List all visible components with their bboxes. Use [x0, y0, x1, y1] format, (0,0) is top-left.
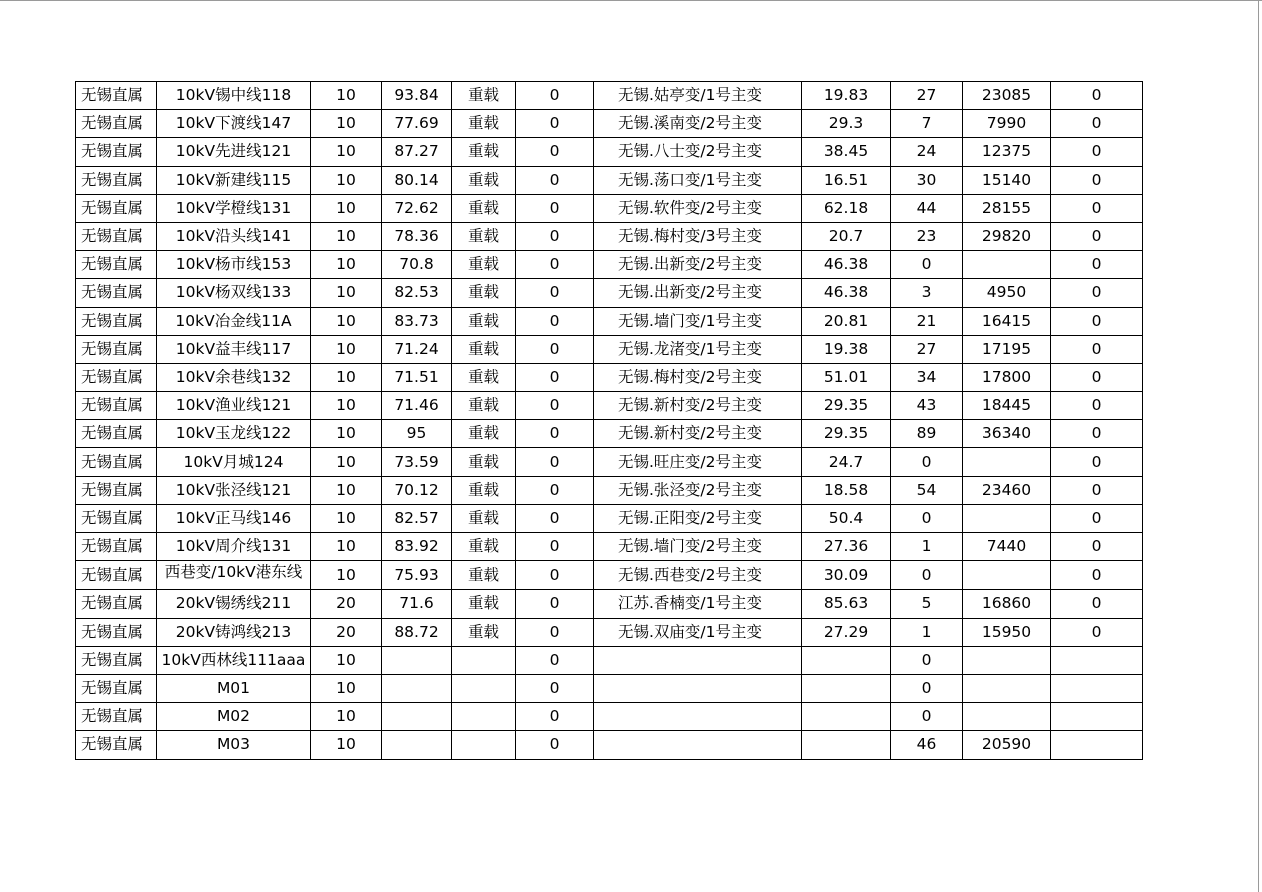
transformer-cell: 无锡.梅村变/3号主变 [594, 222, 802, 250]
transformer-load-cell: 85.63 [802, 590, 891, 618]
voltage-cell: 10 [311, 110, 382, 138]
capacity-cell [963, 448, 1051, 476]
users-cell: 54 [891, 476, 963, 504]
status-cell: 重载 [452, 533, 516, 561]
line-name-cell: 10kV正马线146 [157, 504, 311, 532]
table-row [76, 307, 1143, 335]
line-name-cell: M01 [157, 674, 311, 702]
line-name-cell: 10kV玉龙线122 [157, 420, 311, 448]
load-rate-cell: 75.93 [382, 561, 452, 590]
extra-cell: 0 [1051, 82, 1143, 110]
transformer-load-cell: 24.7 [802, 448, 891, 476]
table-row [76, 590, 1143, 618]
count-cell: 0 [516, 731, 594, 759]
status-cell: 重载 [452, 448, 516, 476]
line-name-cell: 20kV铸鸿线213 [157, 618, 311, 646]
capacity-cell [963, 703, 1051, 731]
capacity-cell: 16415 [963, 307, 1051, 335]
capacity-cell: 36340 [963, 420, 1051, 448]
transformer-cell [594, 646, 802, 674]
transformer-cell: 无锡.新村变/2号主变 [594, 392, 802, 420]
status-cell: 重载 [452, 166, 516, 194]
status-cell [452, 646, 516, 674]
region-cell: 无锡直属 [76, 618, 157, 646]
line-name-cell: 10kV沿头线141 [157, 222, 311, 250]
table-row [76, 335, 1143, 363]
load-rate-cell: 77.69 [382, 110, 452, 138]
users-cell: 0 [891, 646, 963, 674]
capacity-cell: 17800 [963, 363, 1051, 391]
capacity-cell [963, 251, 1051, 279]
voltage-cell: 20 [311, 618, 382, 646]
extra-cell: 0 [1051, 194, 1143, 222]
table-row [76, 674, 1143, 702]
voltage-cell: 20 [311, 590, 382, 618]
region-cell: 无锡直属 [76, 251, 157, 279]
voltage-cell: 10 [311, 363, 382, 391]
users-cell: 46 [891, 731, 963, 759]
status-cell: 重载 [452, 561, 516, 590]
line-name-cell: 10kV月城124 [157, 448, 311, 476]
capacity-cell: 29820 [963, 222, 1051, 250]
transformer-cell: 无锡.出新变/2号主变 [594, 279, 802, 307]
status-cell [452, 703, 516, 731]
region-cell: 无锡直属 [76, 561, 157, 590]
page-top-border [0, 0, 1262, 1]
users-cell: 0 [891, 703, 963, 731]
table-row [76, 703, 1143, 731]
extra-cell: 0 [1051, 110, 1143, 138]
extra-cell: 0 [1051, 476, 1143, 504]
status-cell: 重载 [452, 504, 516, 532]
table-row [76, 533, 1143, 561]
count-cell: 0 [516, 279, 594, 307]
count-cell: 0 [516, 222, 594, 250]
table-row [76, 504, 1143, 532]
users-cell: 44 [891, 194, 963, 222]
voltage-cell: 10 [311, 533, 382, 561]
region-cell: 无锡直属 [76, 335, 157, 363]
table-row [76, 448, 1143, 476]
region-cell: 无锡直属 [76, 307, 157, 335]
transformer-cell: 无锡.龙渚变/1号主变 [594, 335, 802, 363]
load-rate-cell: 88.72 [382, 618, 452, 646]
status-cell: 重载 [452, 363, 516, 391]
transformer-load-cell [802, 703, 891, 731]
extra-cell [1051, 646, 1143, 674]
status-cell: 重载 [452, 476, 516, 504]
users-cell: 27 [891, 82, 963, 110]
users-cell: 3 [891, 279, 963, 307]
transformer-cell: 无锡.西巷变/2号主变 [594, 561, 802, 590]
load-rate-cell [382, 674, 452, 702]
table-body [76, 82, 1143, 760]
capacity-cell [963, 674, 1051, 702]
voltage-cell: 10 [311, 420, 382, 448]
table-row [76, 731, 1143, 759]
voltage-cell: 10 [311, 222, 382, 250]
region-cell: 无锡直属 [76, 110, 157, 138]
users-cell: 23 [891, 222, 963, 250]
transformer-cell: 无锡.墙门变/1号主变 [594, 307, 802, 335]
transformer-cell: 无锡.正阳变/2号主变 [594, 504, 802, 532]
region-cell: 无锡直属 [76, 646, 157, 674]
table-row [76, 222, 1143, 250]
line-name-cell: 10kV先进线121 [157, 138, 311, 166]
status-cell: 重载 [452, 82, 516, 110]
transformer-load-cell: 38.45 [802, 138, 891, 166]
transformer-cell: 无锡.溪南变/2号主变 [594, 110, 802, 138]
count-cell: 0 [516, 251, 594, 279]
load-rate-cell: 87.27 [382, 138, 452, 166]
extra-cell: 0 [1051, 618, 1143, 646]
table-row [76, 110, 1143, 138]
count-cell: 0 [516, 363, 594, 391]
status-cell: 重载 [452, 222, 516, 250]
capacity-cell: 4950 [963, 279, 1051, 307]
load-rate-cell: 78.36 [382, 222, 452, 250]
load-rate-cell: 80.14 [382, 166, 452, 194]
users-cell: 0 [891, 561, 963, 590]
load-rate-cell: 95 [382, 420, 452, 448]
region-cell: 无锡直属 [76, 420, 157, 448]
load-rate-cell: 83.73 [382, 307, 452, 335]
count-cell: 0 [516, 194, 594, 222]
transformer-cell: 无锡.张泾变/2号主变 [594, 476, 802, 504]
status-cell: 重载 [452, 392, 516, 420]
status-cell: 重载 [452, 307, 516, 335]
capacity-cell: 16860 [963, 590, 1051, 618]
count-cell: 0 [516, 504, 594, 532]
transformer-load-cell: 19.38 [802, 335, 891, 363]
extra-cell: 0 [1051, 363, 1143, 391]
transformer-load-cell: 62.18 [802, 194, 891, 222]
users-cell: 1 [891, 618, 963, 646]
load-rate-cell: 71.46 [382, 392, 452, 420]
status-cell [452, 731, 516, 759]
capacity-cell: 20590 [963, 731, 1051, 759]
count-cell: 0 [516, 703, 594, 731]
count-cell: 0 [516, 138, 594, 166]
region-cell: 无锡直属 [76, 82, 157, 110]
count-cell: 0 [516, 674, 594, 702]
voltage-cell: 10 [311, 82, 382, 110]
load-rate-cell [382, 703, 452, 731]
extra-cell [1051, 703, 1143, 731]
voltage-cell: 10 [311, 138, 382, 166]
load-rate-cell: 82.57 [382, 504, 452, 532]
count-cell: 0 [516, 561, 594, 590]
capacity-cell: 12375 [963, 138, 1051, 166]
capacity-cell: 17195 [963, 335, 1051, 363]
count-cell: 0 [516, 307, 594, 335]
transformer-cell: 无锡.旺庄变/2号主变 [594, 448, 802, 476]
load-rate-cell: 72.62 [382, 194, 452, 222]
extra-cell: 0 [1051, 561, 1143, 590]
status-cell: 重载 [452, 138, 516, 166]
load-rate-cell: 70.8 [382, 251, 452, 279]
voltage-cell: 10 [311, 731, 382, 759]
line-name-cell: 10kV新建线115 [157, 166, 311, 194]
line-name-cell: 10kV西林线111aaa [157, 646, 311, 674]
table-row [76, 392, 1143, 420]
line-name-cell: 10kV张泾线121 [157, 476, 311, 504]
load-rate-cell [382, 731, 452, 759]
region-cell: 无锡直属 [76, 392, 157, 420]
region-cell: 无锡直属 [76, 222, 157, 250]
count-cell: 0 [516, 618, 594, 646]
line-name-cell: 西巷变/10kV港东线 [157, 561, 311, 590]
page-right-border [1258, 0, 1259, 892]
transformer-load-cell: 27.29 [802, 618, 891, 646]
line-name-cell: M02 [157, 703, 311, 731]
transformer-cell: 无锡.梅村变/2号主变 [594, 363, 802, 391]
users-cell: 43 [891, 392, 963, 420]
users-cell: 7 [891, 110, 963, 138]
extra-cell: 0 [1051, 504, 1143, 532]
load-rate-cell: 82.53 [382, 279, 452, 307]
transformer-load-cell: 46.38 [802, 279, 891, 307]
line-name-cell: 10kV冶金线11A [157, 307, 311, 335]
transformer-cell: 无锡.墙门变/2号主变 [594, 533, 802, 561]
capacity-cell: 23460 [963, 476, 1051, 504]
capacity-cell: 28155 [963, 194, 1051, 222]
capacity-cell: 7990 [963, 110, 1051, 138]
table-row [76, 166, 1143, 194]
region-cell: 无锡直属 [76, 504, 157, 532]
transformer-load-cell: 19.83 [802, 82, 891, 110]
line-name-cell: 10kV余巷线132 [157, 363, 311, 391]
data-table [75, 81, 1143, 760]
extra-cell: 0 [1051, 590, 1143, 618]
users-cell: 0 [891, 448, 963, 476]
region-cell: 无锡直属 [76, 533, 157, 561]
transformer-load-cell [802, 731, 891, 759]
count-cell: 0 [516, 476, 594, 504]
line-name-cell: 10kV锡中线118 [157, 82, 311, 110]
voltage-cell: 10 [311, 335, 382, 363]
extra-cell: 0 [1051, 279, 1143, 307]
extra-cell: 0 [1051, 251, 1143, 279]
status-cell: 重载 [452, 420, 516, 448]
capacity-cell: 23085 [963, 82, 1051, 110]
transformer-cell: 无锡.荡口变/1号主变 [594, 166, 802, 194]
region-cell: 无锡直属 [76, 194, 157, 222]
line-name-cell: 10kV周介线131 [157, 533, 311, 561]
users-cell: 5 [891, 590, 963, 618]
count-cell: 0 [516, 646, 594, 674]
count-cell: 0 [516, 82, 594, 110]
users-cell: 27 [891, 335, 963, 363]
load-rate-cell: 71.24 [382, 335, 452, 363]
transformer-cell: 江苏.香楠变/1号主变 [594, 590, 802, 618]
voltage-cell: 10 [311, 279, 382, 307]
table-row [76, 618, 1143, 646]
line-name-cell: 10kV杨市线153 [157, 251, 311, 279]
transformer-cell: 无锡.八士变/2号主变 [594, 138, 802, 166]
table-row [76, 476, 1143, 504]
status-cell: 重载 [452, 590, 516, 618]
capacity-cell: 15950 [963, 618, 1051, 646]
table-row [76, 251, 1143, 279]
table-row [76, 194, 1143, 222]
table-row [76, 138, 1143, 166]
load-rate-cell: 83.92 [382, 533, 452, 561]
region-cell: 无锡直属 [76, 731, 157, 759]
load-rate-cell: 73.59 [382, 448, 452, 476]
table-row [76, 363, 1143, 391]
table-row [76, 420, 1143, 448]
region-cell: 无锡直属 [76, 703, 157, 731]
users-cell: 0 [891, 674, 963, 702]
voltage-cell: 10 [311, 448, 382, 476]
region-cell: 无锡直属 [76, 166, 157, 194]
extra-cell [1051, 731, 1143, 759]
capacity-cell [963, 504, 1051, 532]
transformer-load-cell: 20.81 [802, 307, 891, 335]
status-cell: 重载 [452, 618, 516, 646]
voltage-cell: 10 [311, 392, 382, 420]
users-cell: 0 [891, 504, 963, 532]
line-name-cell: 20kV锡绣线211 [157, 590, 311, 618]
transformer-load-cell: 16.51 [802, 166, 891, 194]
transformer-cell [594, 703, 802, 731]
extra-cell: 0 [1051, 448, 1143, 476]
load-rate-cell: 71.6 [382, 590, 452, 618]
transformer-load-cell: 20.7 [802, 222, 891, 250]
transformer-cell: 无锡.双庙变/1号主变 [594, 618, 802, 646]
table-row [76, 561, 1143, 590]
voltage-cell: 10 [311, 307, 382, 335]
extra-cell [1051, 674, 1143, 702]
transformer-cell: 无锡.出新变/2号主变 [594, 251, 802, 279]
voltage-cell: 10 [311, 703, 382, 731]
transformer-cell: 无锡.新村变/2号主变 [594, 420, 802, 448]
status-cell: 重载 [452, 110, 516, 138]
extra-cell: 0 [1051, 166, 1143, 194]
count-cell: 0 [516, 335, 594, 363]
users-cell: 24 [891, 138, 963, 166]
transformer-load-cell: 27.36 [802, 533, 891, 561]
transformer-load-cell [802, 674, 891, 702]
capacity-cell [963, 561, 1051, 590]
region-cell: 无锡直属 [76, 279, 157, 307]
users-cell: 21 [891, 307, 963, 335]
transformer-load-cell: 18.58 [802, 476, 891, 504]
transformer-load-cell: 29.35 [802, 392, 891, 420]
transformer-cell [594, 674, 802, 702]
capacity-cell [963, 646, 1051, 674]
status-cell: 重载 [452, 279, 516, 307]
count-cell: 0 [516, 590, 594, 618]
table-row [76, 82, 1143, 110]
count-cell: 0 [516, 448, 594, 476]
capacity-cell: 7440 [963, 533, 1051, 561]
table-row [76, 279, 1143, 307]
voltage-cell: 10 [311, 561, 382, 590]
users-cell: 34 [891, 363, 963, 391]
count-cell: 0 [516, 392, 594, 420]
voltage-cell: 10 [311, 194, 382, 222]
transformer-cell: 无锡.姑亭变/1号主变 [594, 82, 802, 110]
users-cell: 89 [891, 420, 963, 448]
capacity-cell: 18445 [963, 392, 1051, 420]
transformer-load-cell [802, 646, 891, 674]
users-cell: 1 [891, 533, 963, 561]
region-cell: 无锡直属 [76, 590, 157, 618]
extra-cell: 0 [1051, 307, 1143, 335]
extra-cell: 0 [1051, 392, 1143, 420]
line-name-cell: 10kV益丰线117 [157, 335, 311, 363]
transformer-load-cell: 29.3 [802, 110, 891, 138]
transformer-cell [594, 731, 802, 759]
status-cell: 重载 [452, 194, 516, 222]
voltage-cell: 10 [311, 166, 382, 194]
region-cell: 无锡直属 [76, 476, 157, 504]
extra-cell: 0 [1051, 222, 1143, 250]
users-cell: 30 [891, 166, 963, 194]
status-cell: 重载 [452, 251, 516, 279]
load-rate-cell [382, 646, 452, 674]
status-cell [452, 674, 516, 702]
transformer-load-cell: 29.35 [802, 420, 891, 448]
region-cell: 无锡直属 [76, 138, 157, 166]
region-cell: 无锡直属 [76, 448, 157, 476]
line-name-cell: 10kV下渡线147 [157, 110, 311, 138]
transformer-load-cell: 51.01 [802, 363, 891, 391]
table-row [76, 646, 1143, 674]
extra-cell: 0 [1051, 138, 1143, 166]
voltage-cell: 10 [311, 674, 382, 702]
voltage-cell: 10 [311, 251, 382, 279]
line-name-cell: M03 [157, 731, 311, 759]
load-rate-cell: 71.51 [382, 363, 452, 391]
line-name-cell: 10kV学橙线131 [157, 194, 311, 222]
load-rate-cell: 70.12 [382, 476, 452, 504]
voltage-cell: 10 [311, 476, 382, 504]
count-cell: 0 [516, 533, 594, 561]
extra-cell: 0 [1051, 420, 1143, 448]
transformer-cell: 无锡.软件变/2号主变 [594, 194, 802, 222]
load-rate-cell: 93.84 [382, 82, 452, 110]
line-name-cell: 10kV渔业线121 [157, 392, 311, 420]
count-cell: 0 [516, 166, 594, 194]
region-cell: 无锡直属 [76, 674, 157, 702]
transformer-load-cell: 50.4 [802, 504, 891, 532]
voltage-cell: 10 [311, 646, 382, 674]
line-name-cell: 10kV杨双线133 [157, 279, 311, 307]
count-cell: 0 [516, 110, 594, 138]
voltage-cell: 10 [311, 504, 382, 532]
capacity-cell: 15140 [963, 166, 1051, 194]
transformer-load-cell: 46.38 [802, 251, 891, 279]
transformer-load-cell: 30.09 [802, 561, 891, 590]
users-cell: 0 [891, 251, 963, 279]
status-cell: 重载 [452, 335, 516, 363]
extra-cell: 0 [1051, 335, 1143, 363]
extra-cell: 0 [1051, 533, 1143, 561]
count-cell: 0 [516, 420, 594, 448]
region-cell: 无锡直属 [76, 363, 157, 391]
